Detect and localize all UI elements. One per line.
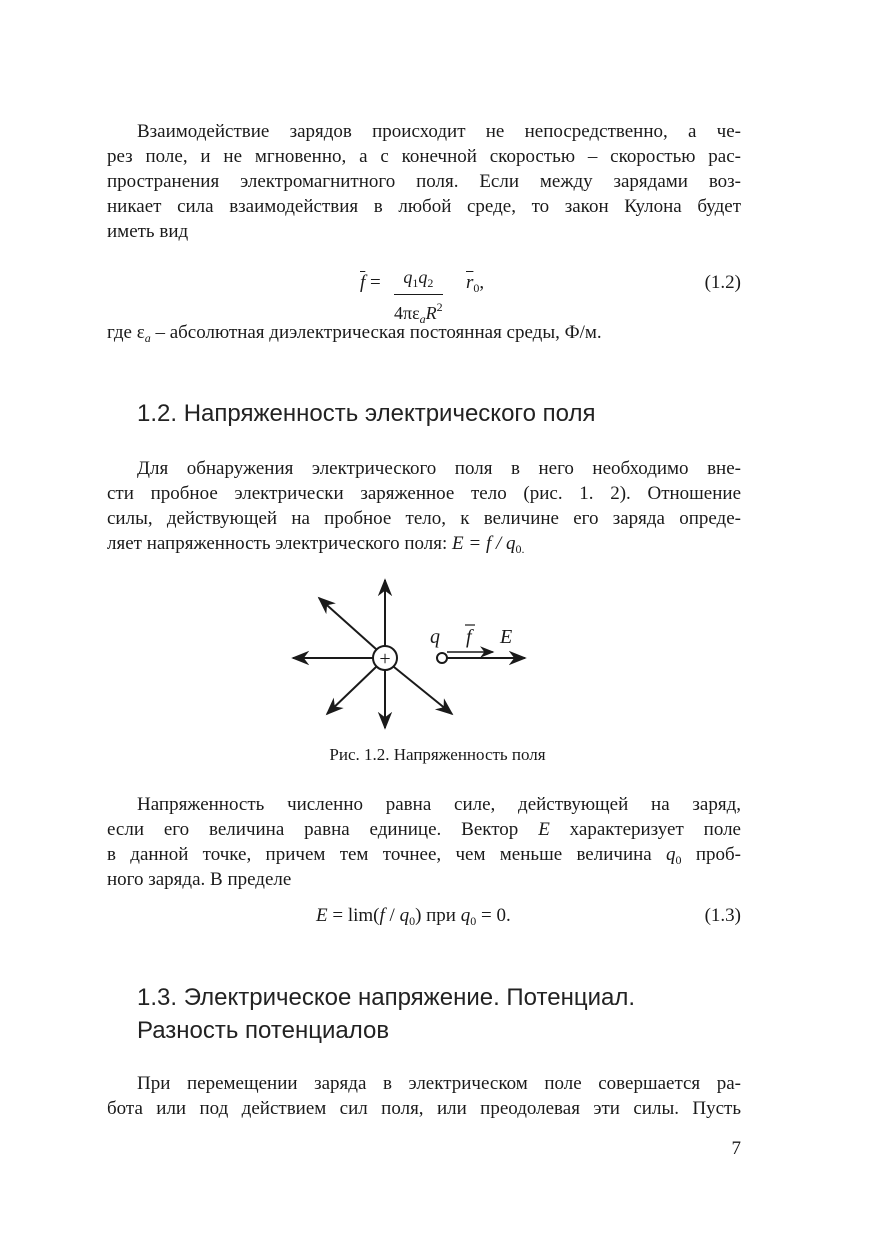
field-strength-figure [280, 572, 540, 737]
strength-line-3-a: в данной точке, причем тем точнее, чем меньше величина [107, 844, 667, 865]
eq-1-2-f: $\overline{f}$ [360, 272, 366, 293]
section-1-2-line-1: Для обнаружения электрического поля в него необходимо вне- [137, 458, 741, 479]
eq-1-2-rhs [466, 271, 484, 300]
strength-line-3-q: q [666, 844, 676, 865]
eq-1-2-den-exp: 2 [436, 300, 443, 314]
strength-line-2-a: если его величина равна единице. Вектор [107, 819, 539, 840]
eq-1-3-part2: ) при [415, 905, 461, 926]
eq-1-3-q2: q [460, 905, 471, 926]
eq-1-2-r-sub: 0 [473, 281, 480, 295]
section-1-2-line-4 [107, 532, 525, 561]
eq-1-3-q2-sub: 0 [470, 914, 477, 928]
eq-1-2-number: (1.2) [704, 272, 741, 293]
where-sub: a [144, 331, 151, 345]
where-line [107, 321, 602, 350]
label-q: q [430, 626, 440, 648]
test-charge-q [437, 653, 447, 663]
eq-1-3-E: E [316, 905, 328, 926]
section-1-3-heading-line-2: Разность потенциалов [137, 1017, 390, 1044]
eq-1-2-equals: = [370, 272, 381, 293]
strength-line-2-E: E [538, 819, 550, 840]
section-1-2-line-3: силы, действующей на пробное тело, к величине его заряда опреде- [107, 508, 741, 529]
eq-1-2-den-sub: a [419, 312, 426, 326]
section-1-3-heading-line-1: 1.3. Электрическое напряжение. Потенциал. [137, 984, 635, 1011]
section-1-2-line-2: сти пробное электрически заряженное тело (рис. 1. 2). Отношение [107, 483, 741, 504]
section-1-3-line-2: бота или под действием сил поля, или преодолевая эти силы. Пусть [107, 1098, 741, 1119]
arrow-up-left [319, 598, 376, 649]
eq-1-2-numerator [394, 266, 443, 295]
eq-1-3-f: f [379, 905, 385, 926]
eq-1-2-lhs [360, 271, 381, 295]
eq-1-2-q1: q [403, 267, 413, 287]
section-1-2-formula: E = f / q [452, 533, 516, 554]
eq-1-2-den-coef: 4πε [394, 303, 420, 323]
strength-line-3-sub: 0 [675, 853, 682, 867]
eq-1-3-q-sub: 0 [409, 914, 416, 928]
intro-line-3: пространения электромагнитного поля. Если между зарядами воз- [107, 171, 741, 192]
figure-caption: Рис. 1.2. Напряженность поля [329, 745, 546, 764]
page-number: 7 [731, 1138, 741, 1159]
intro-line-5: иметь вид [107, 221, 189, 242]
eq-1-2-q2: q [418, 267, 428, 287]
eq-1-3-q: q [399, 905, 410, 926]
where-rest: – абсолютная диэлектрическая постоянная среды, Ф/м. [150, 322, 602, 343]
strength-line-4: ного заряда. В пределе [107, 869, 292, 890]
strength-line-2 [107, 818, 741, 842]
strength-line-2-b: характеризует поле [549, 819, 741, 840]
section-1-2-line-4-text: ляет напряженность электрического поля: [107, 533, 453, 554]
section-1-2-heading: 1.2. Напряженность электрического поля [137, 400, 596, 427]
eq-1-3-slash: / [384, 905, 400, 926]
eq-1-3-part1: = lim( [327, 905, 380, 926]
arrow-down-right [394, 667, 452, 714]
section-1-3-line-1: При перемещении заряда в электрическом поле совершается ра- [137, 1073, 741, 1094]
eq-1-3-number: (1.3) [704, 905, 741, 926]
plus-sign: + [379, 648, 391, 670]
intro-line-4: никает сила взаимодействия в любой среде, то закон Кулона будет [107, 196, 741, 217]
eq-1-2-q2-sub: 2 [427, 276, 434, 290]
eq-1-2-den-R: R [425, 303, 437, 323]
eq-1-2-q1-sub: 1 [412, 276, 419, 290]
eq-1-2-comma: , [479, 272, 485, 293]
eq-1-3-part3: = 0. [476, 905, 511, 926]
intro-line-2: рез поле, и не мгновенно, а с конечной скоростью – скоростью рас- [107, 146, 741, 167]
strength-line-1: Напряженность численно равна силе, действующей на заряд, [137, 794, 741, 815]
section-1-2-formula-sub: 0. [515, 542, 525, 556]
eq-1-2-r: $\overline{r}$ [466, 272, 474, 293]
where-prefix: где ε [107, 322, 145, 343]
label-E: E [500, 626, 513, 648]
label-f: f [466, 626, 472, 648]
strength-line-3-b: проб- [681, 844, 741, 865]
arrow-down-left [327, 667, 376, 714]
intro-line-1: Взаимодействие зарядов происходит не непосредственно, а че- [137, 121, 741, 142]
eq-1-3 [316, 904, 511, 933]
